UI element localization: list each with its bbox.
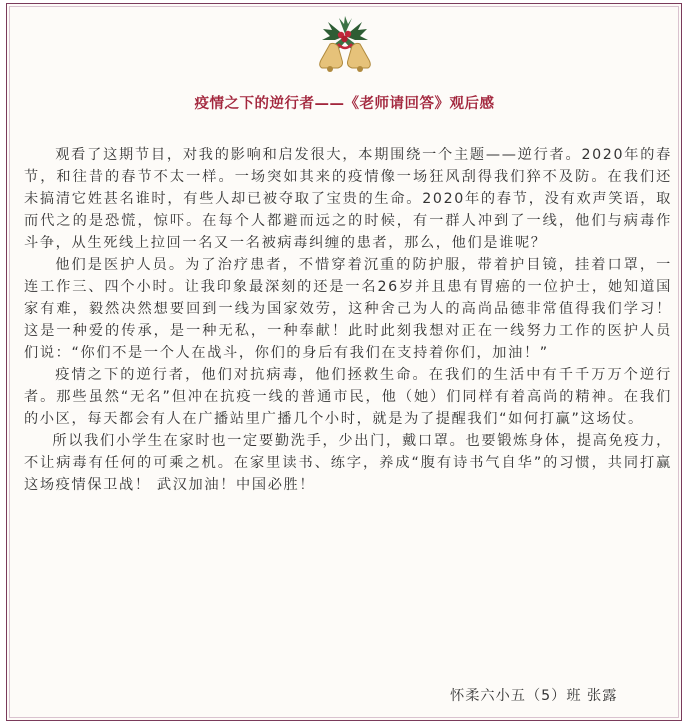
article-body [24, 144, 672, 496]
paragraph-2: 他们是医护人员。为了治疗患者，不惜穿着沉重的防护服，带着护目镜，挂着口罩，一连工作三、四个小时。让我印象最深刻的还是一名26岁并且患有胃癌的一位护士，她知道国家有难，毅然决然想要回到一线为国家效劳，这种舍己为人的高尚品德非常值得我们学习！这是一种爱的传承，是一种无私，一种奉献！此时此刻我想对正在一线努力工作的医护人员们说：“你们不是一个人在战斗，你们的身后有我们在支持着你们，加油！” [24, 257, 672, 361]
christmas-bells-holly-icon [308, 16, 382, 78]
paragraph-4: 所以我们小学生在家时也一定要勤洗手，少出门，戴口罩。也要锻炼身体，提高免疫力，不让病毒有任何的可乘之机。在家里读书、练字，养成“腹有诗书气自华”的习惯，共同打赢这场疫情保卫战！ 武汉加油！中国必胜！ [24, 433, 672, 493]
author-signature: 怀柔六小五（5）班 张露 [450, 688, 618, 704]
article-title: 疫情之下的逆行者——《老师请回答》观后感 [194, 96, 495, 112]
paragraph-3: 疫情之下的逆行者，他们对抗病毒，他们拯救生命。在我们的生活中有千千万万个逆行者。那些虽然“无名”但冲在抗疫一线的普通市民，他（她）们同样有着高尚的精神。在我们的小区，每天都会有人在广播站里广播几个小时，就是为了提醒我们“如何打赢”这场仗。 [24, 367, 672, 427]
paragraph-1: 观看了这期节目，对我的影响和启发很大，本期围绕一个主题——逆行者。2020年的春节，和往昔的春节不太一样。一场突如其来的疫情像一场狂风刮得我们猝不及防。在我们还未搞清它姓甚名谁时，有些人却已被夺取了宝贵的生命。2020年的春节，没有欢声笑语，取而代之的是恐慌，惊吓。在每个人都避而远之的时候，有一群人冲到了一线，他们与病毒作斗争，从生死线上拉回一名又一名被病毒纠缠的患者，那么，他们是谁呢？ [24, 147, 672, 251]
